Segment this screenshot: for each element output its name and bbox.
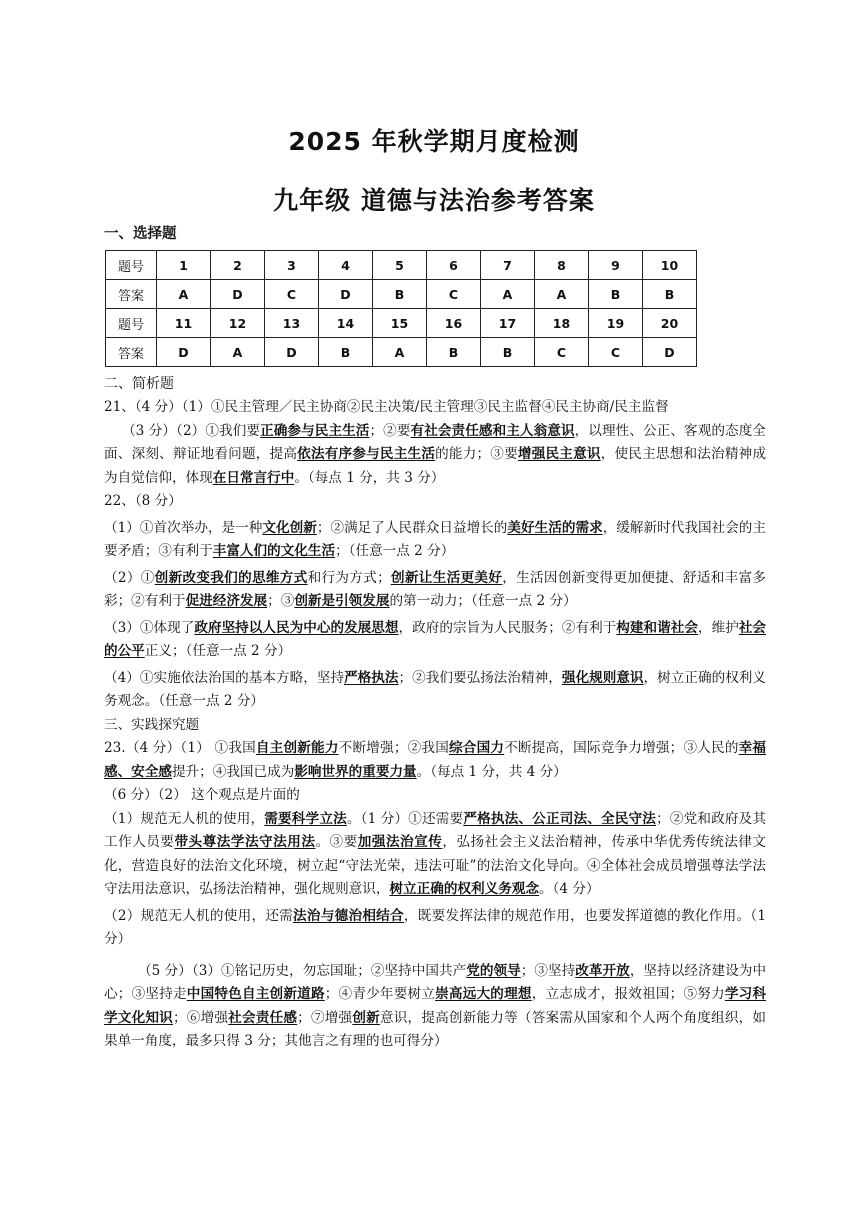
text: ，坚持以经济建设为中心；③坚持走	[104, 962, 767, 1002]
key-point: 严格执法	[344, 669, 399, 686]
text: ；⑦增强	[297, 1009, 353, 1026]
table-cell: 10	[643, 251, 697, 280]
text: （1）①首次举办，是一种	[104, 519, 263, 536]
key-point: 正确参与民主生活	[260, 422, 370, 439]
key-point: 法治与德治相结合	[293, 907, 404, 924]
table-cell: 1	[157, 251, 211, 280]
answer-table	[105, 250, 697, 367]
text: 。（4 分）	[539, 881, 600, 897]
table-cell: C	[265, 280, 319, 309]
key-point: 改革开放	[575, 962, 630, 979]
key-point: 构建和谐社会	[616, 619, 698, 636]
q23-part2-heading: （6 分）（2） 这个观点是片面的	[104, 787, 300, 803]
text: ，维护	[697, 619, 739, 636]
table-cell: 4	[319, 251, 373, 280]
page-title: 2025 年秋学期月度检测	[288, 127, 580, 156]
text: 。（1 分）①还需要	[346, 810, 464, 827]
text: ；②我们要弘扬法治精神，	[398, 669, 562, 686]
text: ，树立正确的权利义务观念。（任意一点 2 分）	[104, 669, 767, 709]
table-cell: A	[211, 338, 265, 367]
table-cell: 18	[535, 309, 589, 338]
page-subtitle: 九年级 道德与法治参考答案	[273, 186, 595, 215]
q21-part1: 21、（4 分）（1）①民主管理／民主协商②民主决策/民主管理③民主监督④民主协商/民主监督	[104, 399, 669, 415]
key-point: 影响世界的重要力量	[294, 763, 417, 780]
text: （2）规范无人机的使用，还需	[104, 907, 294, 924]
text: 。（每点 1 分，共 4 分）	[416, 763, 567, 780]
text: ，既要发挥法律的规范作用，也要发挥道德的教化作用。（1 分）	[104, 907, 767, 947]
key-point: 创新改变我们的思维方式	[154, 569, 308, 586]
key-point: 加强法治宣传	[357, 834, 443, 850]
table-cell: A	[481, 280, 535, 309]
table-cell: B	[373, 280, 427, 309]
row-label: 答案	[106, 280, 157, 309]
section-heading-choice: 一、选择题	[104, 226, 177, 242]
text: 的第一动力；（任意一点 2 分）	[389, 593, 577, 609]
text: ；③	[267, 593, 295, 609]
table-cell: 14	[319, 309, 373, 338]
q22-part2	[104, 567, 766, 614]
key-point: 文化创新	[262, 519, 317, 536]
table-cell: 3	[265, 251, 319, 280]
key-point: 政府坚持以人民为中心的发展思想	[194, 619, 399, 636]
key-point: 树立正确的权利义务观念	[389, 881, 539, 897]
q23-part1	[104, 737, 766, 784]
table-cell: A	[535, 280, 589, 309]
text: ，弘扬社会主义法治精神，传承中华优秀传统法律文化，营造良好的法治文化环境，树立起“守法光荣，违法可耻”的法治文化导向。④全体社会成员增强尊法学法守法用法意识，弘扬法治精神，强化规则意识，	[104, 834, 767, 897]
table-cell: C	[427, 280, 481, 309]
key-point: 创新是引领发展	[294, 593, 390, 609]
text: 提升；④我国已成为	[171, 763, 295, 780]
key-point: 依法有序参与民主生活	[297, 446, 436, 462]
table-cell: B	[643, 280, 697, 309]
table-cell: B	[481, 338, 535, 367]
text: 。③要	[315, 834, 358, 850]
q23-part2-2	[104, 905, 766, 952]
table-cell: 15	[373, 309, 427, 338]
table-cell: B	[589, 280, 643, 309]
key-point: 社会的公平	[104, 619, 767, 659]
text: ，使民主思想和法治精神成为自觉信仰，体现	[104, 446, 767, 486]
key-point: 在日常言行中	[212, 469, 295, 486]
table-cell: D	[643, 338, 697, 367]
key-point: 创新	[352, 1009, 380, 1026]
table-cell: 9	[589, 251, 643, 280]
q22-part1	[104, 517, 766, 564]
text: 的能力；③要	[435, 446, 518, 462]
text: （4）①实施依法治国的基本方略，坚持	[104, 669, 345, 686]
table-cell: 11	[157, 309, 211, 338]
table-cell: 16	[427, 309, 481, 338]
table-cell: D	[265, 338, 319, 367]
key-point: 自主创新能力	[255, 740, 339, 756]
table-cell: C	[535, 338, 589, 367]
key-point: 美好生活的需求	[507, 519, 603, 536]
text: ，政府的宗旨为人民服务；②有利于	[398, 619, 617, 636]
text: （3 分）（2）①我们要	[122, 422, 261, 439]
key-point: 社会责任感	[228, 1009, 298, 1026]
key-point: 综合国力	[449, 740, 505, 756]
table-cell: C	[589, 338, 643, 367]
table-cell: D	[211, 280, 265, 309]
key-point: 促进经济发展	[185, 593, 268, 609]
key-point: 幸福感、安全感	[104, 740, 767, 780]
table-cell: 6	[427, 251, 481, 280]
table-row	[106, 338, 697, 367]
section-heading-analysis: 二、简析题	[104, 376, 174, 392]
table-cell: D	[157, 338, 211, 367]
text: （2）①	[104, 569, 155, 586]
table-row	[106, 251, 697, 280]
q21-part2	[104, 420, 766, 491]
row-label: 答案	[106, 338, 157, 367]
table-row	[106, 309, 697, 338]
row-label: 题号	[106, 309, 157, 338]
text: ；②要	[369, 422, 411, 439]
text: 不断提高，国际竞争力增强；③人民的	[504, 740, 739, 756]
key-point: 崇高远大的理想	[435, 986, 532, 1002]
text: 和行为方式；	[307, 569, 391, 586]
text: 意识，提高创新能力等（答案需从国家和个人两个角度组织，如果单一角度，最多只得 3 分；其他言之有理的也可得分）	[104, 1009, 767, 1049]
text: （1）规范无人机的使用，	[104, 810, 265, 827]
text: 。（每点 1 分，共 3 分）	[294, 469, 445, 486]
table-cell: 7	[481, 251, 535, 280]
q22-heading: 22、（8 分）	[104, 493, 182, 509]
key-point: 丰富人们的文化生活	[212, 543, 336, 559]
q22-part3	[104, 617, 766, 664]
key-point: 党的领导	[466, 962, 521, 979]
text: ；③坚持	[520, 962, 576, 979]
key-point: 需要科学立法	[264, 810, 347, 827]
text: ；⑥增强	[172, 1009, 229, 1026]
text: ，立志成才，报效祖国；⑤努力	[531, 986, 725, 1002]
key-point: 带头尊法学法守法用法	[174, 834, 316, 850]
text: （3）①体现了	[104, 619, 195, 636]
text: （5 分）（3）①铭记历史，勿忘国耻；②坚持中国共产	[138, 962, 467, 979]
table-row	[106, 280, 697, 309]
key-point: 创新让生活更美好	[390, 569, 503, 586]
q23-part2-1	[104, 808, 766, 902]
table-cell: A	[157, 280, 211, 309]
table-cell: 19	[589, 309, 643, 338]
text: ，生活因创新变得更加便捷、舒适和丰富多彩；②有利于	[104, 569, 767, 609]
table-cell: D	[319, 280, 373, 309]
key-point: 中国特色自主创新道路	[186, 986, 325, 1002]
table-cell: 8	[535, 251, 589, 280]
text: 不断增强；②我国	[338, 740, 449, 756]
text: ，以理性、公正、客观的态度全面、深刻、辩证地看问题，提高	[104, 422, 767, 462]
text: ；②党和政府及其工作人员要	[104, 810, 767, 850]
table-cell: 2	[211, 251, 265, 280]
key-point: 有社会责任感和主人翁意识	[410, 422, 575, 439]
key-point: 严格执法、公正司法、全民守法	[463, 810, 657, 827]
table-cell: 17	[481, 309, 535, 338]
table-cell: A	[373, 338, 427, 367]
text: 23.（4 分）（1） ①我国	[104, 740, 256, 756]
text: ，缓解新时代我国社会的主要矛盾；③有利于	[104, 519, 767, 559]
table-cell: 5	[373, 251, 427, 280]
text: ；（任意一点 2 分）	[335, 543, 455, 559]
row-label: 题号	[106, 251, 157, 280]
text: ；④青少年要树立	[324, 986, 436, 1002]
q22-part4	[104, 667, 766, 714]
text: 正义；（任意一点 2 分）	[144, 643, 292, 659]
table-cell: 20	[643, 309, 697, 338]
answer-body	[104, 396, 766, 1054]
q23-part3	[104, 960, 766, 1054]
section-heading-practice: 三、实践探究题	[104, 716, 200, 733]
key-point: 学习科学文化知识	[104, 986, 767, 1026]
key-point: 增强民主意识	[517, 446, 601, 462]
table-cell: B	[427, 338, 481, 367]
table-cell: 12	[211, 309, 265, 338]
table-cell: B	[319, 338, 373, 367]
key-point: 强化规则意识	[561, 669, 644, 686]
text: ；②满足了人民群众日益增长的	[316, 519, 508, 536]
table-cell: 13	[265, 309, 319, 338]
